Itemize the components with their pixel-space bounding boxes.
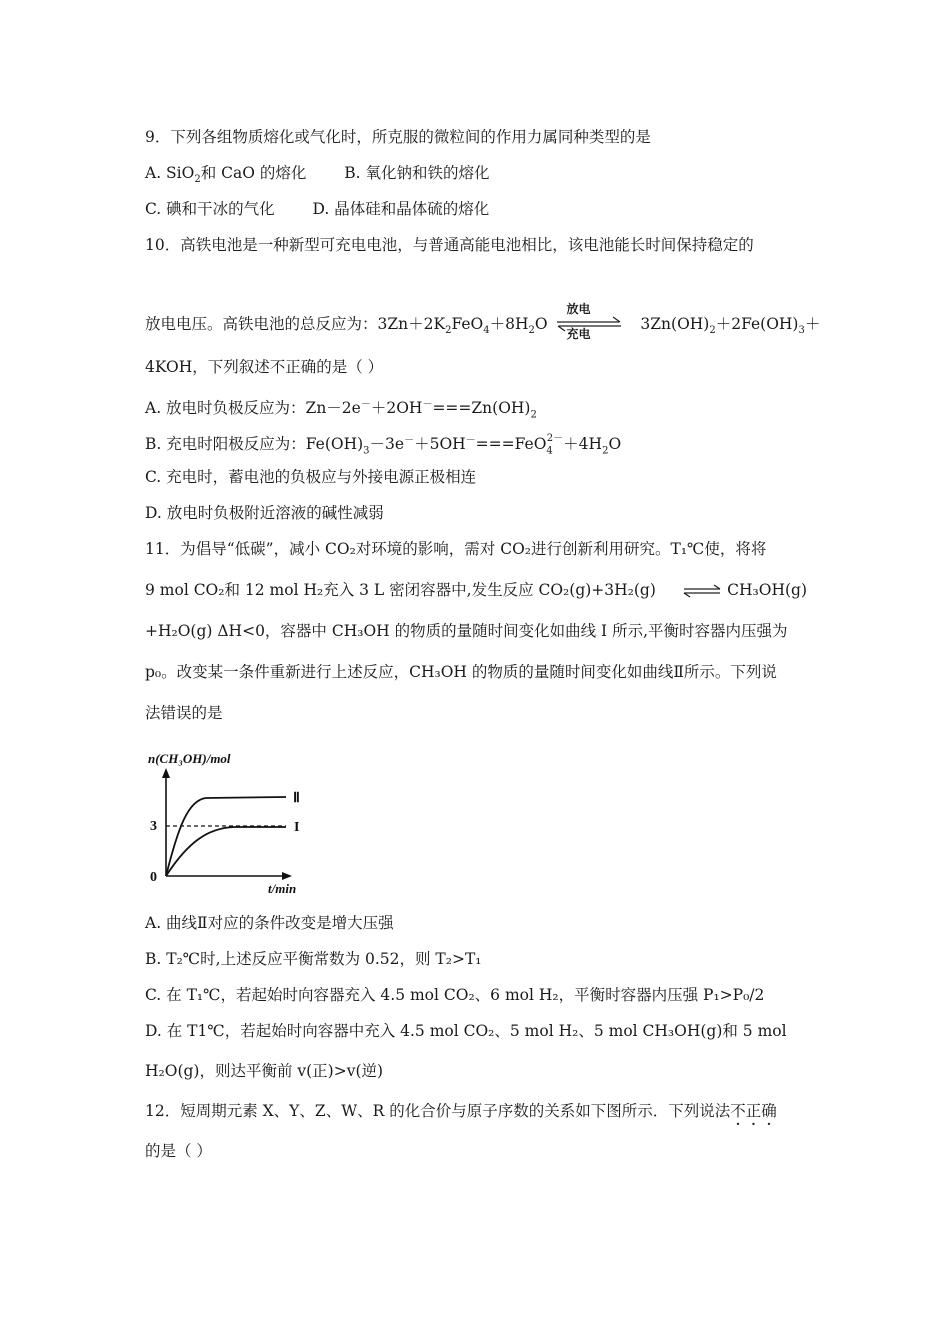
arrow-label-charge: 充电: [566, 327, 591, 341]
q12-stem-line1: 12．短周期元素 X、Y、Z、W、R 的化合价与原子序数的关系如下图所示．下列说法不正确: [145, 1102, 777, 1120]
graph-y-axis-arrow: [162, 768, 170, 778]
graph-curve-1: [166, 827, 286, 876]
graph-curve-1-label: I: [294, 820, 300, 835]
graph-y-tick-3: 3: [150, 819, 157, 834]
graph-curve-2-label: Ⅱ: [293, 791, 300, 806]
q10-option-b: B. 充电时阳极反应为：$Fe(OH)_3-3e^-+5OH^-===FeO_4^{2-}+4H_2O$: [145, 433, 622, 457]
q11-option-d: D. 在 T1℃，若起始时向容器中充入 4.5 mol CO₂、5 mol H₂、5 mol CH₃OH(g)和 5 mol: [145, 1022, 787, 1040]
q11-stem-line1: 11．为倡导“低碳”，减小 CO₂对环境的影响，需对 CO₂进行创新利用研究。T₁℃使，将将: [145, 540, 767, 558]
q9-option-b: B. 氧化钠和铁的熔化: [344, 164, 490, 182]
q11-option-a: A. 曲线Ⅱ对应的条件改变是增大压强: [145, 914, 394, 932]
q11-option-b: B. T₂℃时,上述反应平衡常数为 0.52，则 T₂>T₁: [145, 950, 482, 968]
q11-option-d-cont: H₂O(g)，则达平衡前 v(正)>v(逆): [145, 1062, 384, 1080]
graph-y-label: n(CH₃OH)/mol: [148, 751, 231, 766]
reversible-arrow-icon: [553, 302, 625, 341]
graph-x-axis-arrow: [282, 872, 292, 880]
q11-option-c: C. 在 T₁℃，若起始时向容器充入 4.5 mol CO₂、6 mol H₂，平衡时容器内压强 P₁>P₀/2: [145, 986, 765, 1004]
q9-options-cd: [145, 198, 489, 220]
q10-stem-line3: 4KOH，下列叙述不正确的是（ ）: [145, 358, 384, 376]
q10-option-c: C. 充电时，蓄电池的负极应与外接电源正极相连: [145, 468, 477, 486]
graph-curve-2: [166, 797, 286, 876]
q12-stem-line2: 的是（ ）: [145, 1142, 212, 1160]
q10-option-d: D. 放电时负极附近溶液的碱性减弱: [145, 504, 384, 522]
q9-stem: 9．下列各组物质熔化或气化时，所克服的微粒间的作用力属同种类型的是: [145, 128, 651, 146]
q10-option-a: A. 放电时负极反应为：$Zn-2e^-+2OH^-===Zn(OH)_2$: [145, 399, 537, 421]
q9-option-a: A. SiO$_2$和 CaO 的熔化: [145, 164, 307, 186]
q10-stem-line1: 10．高铁电池是一种新型可充电电池，与普通高能电池相比，该电池能长时间保持稳定的: [145, 236, 754, 254]
graph-x-label: t/min: [268, 881, 297, 896]
graph-origin-label: 0: [150, 870, 157, 885]
q9-option-d: D. 晶体硅和晶体硫的熔化: [312, 200, 490, 218]
equilibrium-arrow-icon: [682, 584, 722, 598]
q11-stem-line2: 9 mol CO₂和 12 mol H₂充入 3 L 密闭容器中,发生反应 CO₂(g)+3H₂(g) CH₃OH(g): [145, 581, 807, 599]
emphasis-char-2: 正: [745, 1102, 762, 1120]
q10-stem-line2: 放电电压。高铁电池的总反应为：$3Zn+2K_2FeO_4+8H_2O$ 放电 充电 $3Zn(OH)_2+2Fe(OH)_3+$: [145, 313, 820, 342]
q11-stem-line3: +H₂O(g) ΔH<0，容器中 CH₃OH 的物质的量随时间变化如曲线 I 所示,平衡时容器内压强为: [145, 622, 788, 640]
q11-stem-line5: 法错误的是: [145, 704, 223, 722]
ch3oh-time-graph: [146, 748, 321, 896]
q9-option-c: C. 碘和干冰的气化: [145, 200, 275, 218]
q9-options-ab: [145, 162, 490, 191]
emphasis-char-1: 不: [730, 1102, 746, 1120]
emphasis-char-3: 确: [761, 1102, 777, 1120]
q11-stem-line4: p₀。改变某一条件重新进行上述反应，CH₃OH 的物质的量随时间变化如曲线Ⅱ所示。下列说: [145, 663, 777, 681]
arrow-label-discharge: 放电: [566, 302, 591, 316]
